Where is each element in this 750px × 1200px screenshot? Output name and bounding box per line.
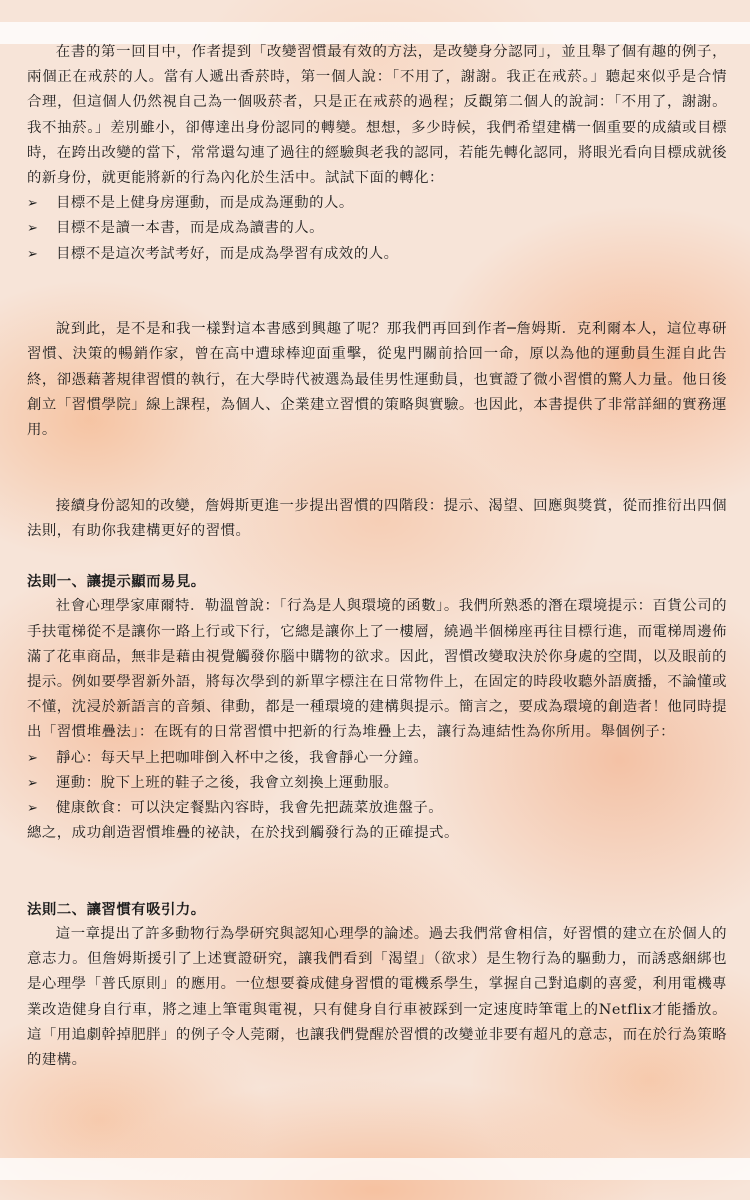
law1-conclusion: 總之，成功創造習慣堆疊的祕訣，在於找到觸發行為的正確提式。 xyxy=(27,825,459,842)
article-body xyxy=(27,40,727,1073)
four-stages-paragraph: 接續身份認知的改變，詹姆斯更進一步提出習慣的四階段：提示、渴望、回應與獎賞，從而推衍出四個法則，有助你我建構更好的習慣。 xyxy=(27,497,727,539)
spacer xyxy=(27,443,727,493)
spacer xyxy=(27,544,727,569)
identity-bullet-list xyxy=(27,191,727,267)
arrow-bullet-icon: ➢ xyxy=(27,196,39,212)
list-item: ➢ 目標不是這次考試考好，而是成為學習有成效的人。 xyxy=(27,242,727,267)
law1-heading: 法則一、讓提示顯而易見。 xyxy=(27,573,206,591)
bottom-white-band xyxy=(0,1158,750,1180)
intro-paragraph: 在書的第一回目中，作者提到「改變習慣最有效的方法，是改變身分認同」，並且舉了個有趣的例子，兩個正在戒菸的人。當有人遞出香菸時，第一個人說：「不用了，謝謝。我正在戒菸。」聽起來似乎是合情合理，但這個人仍然視自己為一個吸菸者，只是正在戒菸的過程；反觀第二個人的說詞：「不用了，謝謝。我不抽菸。」差別雖小，卻傳達出身份認同的轉變。想想，多少時候，我們希望建構一個重要的成績或目標時，在跨出改變的當下，常常還勾連了過往的經驗與老我的認同，若能先轉化認同，將眼光看向目標成就後的新身份，就更能將新的行為內化於生活中。試試下面的轉化： xyxy=(27,44,727,187)
arrow-bullet-icon: ➢ xyxy=(27,246,39,262)
law2-heading: 法則二、讓習慣有吸引力。 xyxy=(27,900,206,918)
arrow-bullet-icon: ➢ xyxy=(27,750,39,766)
list-item: ➢ 目標不是讀一本書，而是成為讀書的人。 xyxy=(27,216,727,241)
arrow-bullet-icon: ➢ xyxy=(27,801,39,817)
spacer xyxy=(27,267,727,317)
list-item: ➢ 靜心：每天早上把咖啡倒入杯中之後，我會靜心一分鐘。 xyxy=(27,746,727,771)
list-item: ➢ 目標不是上健身房運動，而是成為運動的人。 xyxy=(27,191,727,216)
spacer xyxy=(27,846,727,896)
law2-paragraph: 這一章提出了許多動物行為學研究與認知心理學的論述。過去我們常會相信，好習慣的建立在於個人的意志力。但詹姆斯援引了上述實證研究，讓我們看到「渴望」（欲求）是生物行為的驅動力，而誘惑綑綁也是心理學「普氏原則」的應用。一位想要養成健身習慣的電機系學生，掌握自己對追劇的喜愛，利用電機專業改造健身自行車，將之連上筆電與電視，只有健身自行車被踩到一定速度時筆電上的Netflix才能播放。這「用追劇幹掉肥胖」的例子令人莞爾，也讓我們覺醒於習慣的改變並非要有超凡的意志，而在於行為策略的建構。 xyxy=(27,926,727,1069)
law1-paragraph: 社會心理學家庫爾特．勒溫曾說：「行為是人與環境的函數」。我們所熟悉的潛在環境提示：百貨公司的手扶電梯從不是讓你一路上行或下行，它總是讓你上了一樓層，繞過半個梯座再往目標行進，而電梯周邊佈滿了花車商品，無非是藉由視覺觸發你腦中購物的欲求。因此，習慣改變取決於你身處的空間，以及眼前的提示。例如要學習新外語，將每次學到的新單字標注在日常物件上，在固定的時段收聽外語廣播，不論懂或不懂，沈浸於新語言的音頻、律動，都是一種環境的建構與提示。簡言之，要成為環境的創造者！他同時提出「習慣堆疊法」：在既有的日常習慣中把新的行為堆疊上去，讓行為連結性為你所用。舉個例子： xyxy=(27,598,727,741)
habit-stacking-list xyxy=(27,746,727,822)
list-item: ➢ 健康飲食：可以決定餐點內容時，我會先把蔬菜放進盤子。 xyxy=(27,796,727,821)
author-paragraph: 說到此，是不是和我一樣對這本書感到興趣了呢？那我們再回到作者─詹姆斯．克利爾本人，這位專研習慣、決策的暢銷作家，曾在高中遭球棒迎面重擊，從鬼門關前拾回一命，原以為他的運動員生涯自此告終，卻憑藉著規律習慣的執行，在大學時代被選為最佳男性運動員，也實證了微小習慣的驚人力量。他日後創立「習慣學院」線上課程，為個人、企業建立習慣的策略與實驗。也因此，本書提供了非常詳細的實務運用。 xyxy=(27,321,727,439)
arrow-bullet-icon: ➢ xyxy=(27,775,39,791)
list-item: ➢ 運動：脫下上班的鞋子之後，我會立刻換上運動服。 xyxy=(27,771,727,796)
arrow-bullet-icon: ➢ xyxy=(27,221,39,237)
